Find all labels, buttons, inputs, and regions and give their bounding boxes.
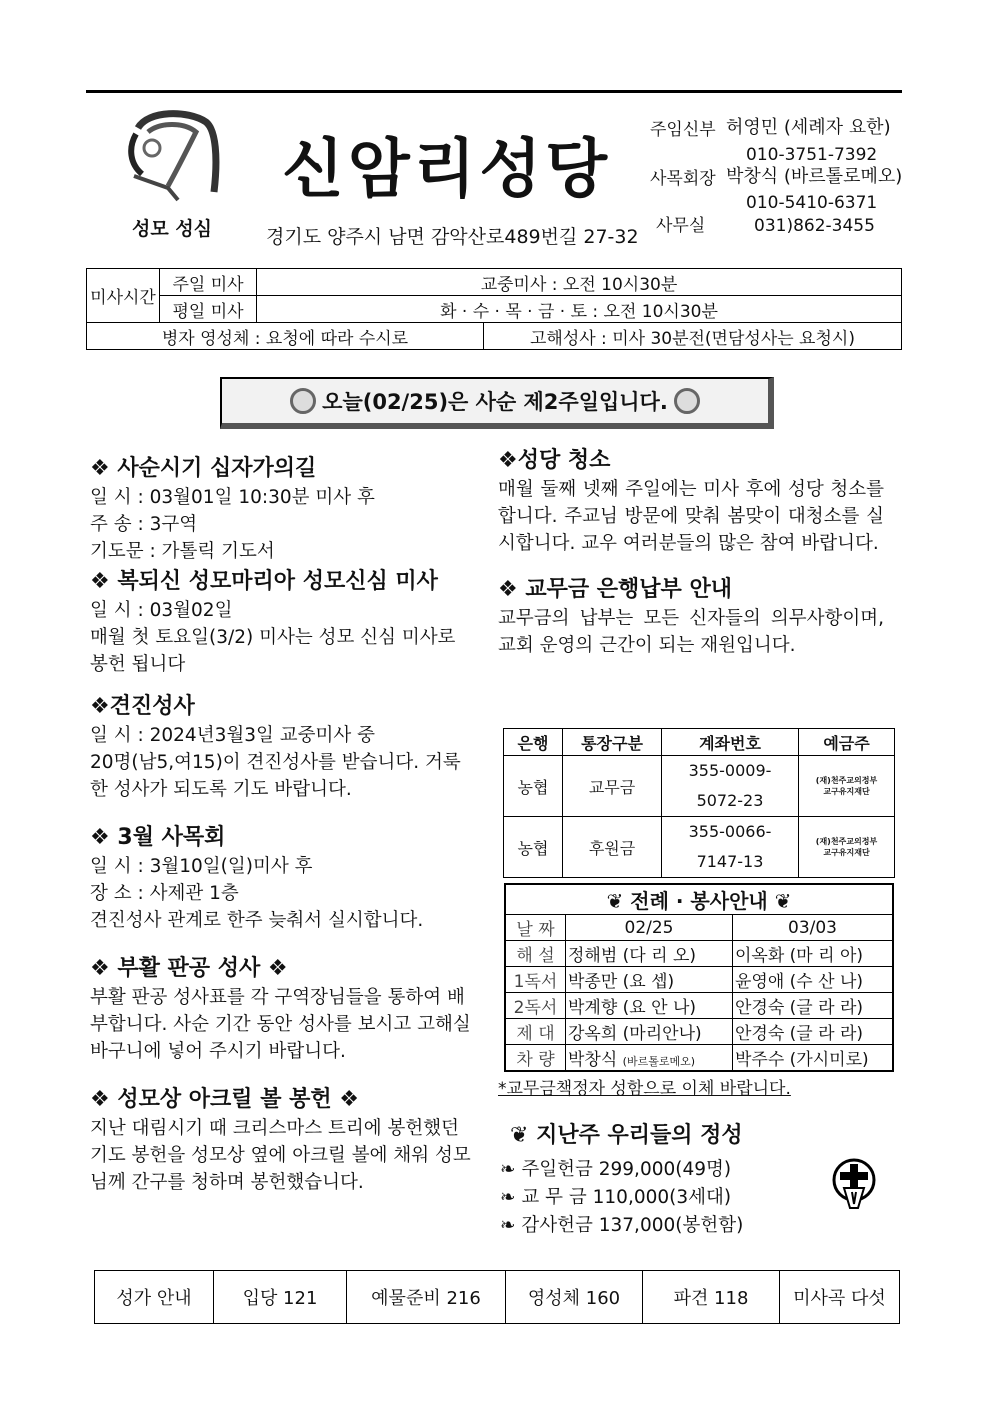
banner-text: 오늘(02/25)은 사순 제2주일입니다. [322, 390, 668, 414]
sunday-mass-value: 교중미사 : 오전 10시30분 [257, 269, 902, 296]
council-phone: 010-5410-6371 [746, 193, 878, 213]
liturgy-minister: 이옥화 (마 리 아) [733, 941, 894, 967]
sick-communion: 병자 영성체 : 요청에 따라 수시로 [87, 323, 484, 350]
office-label: 사무실 [656, 216, 706, 236]
hymn-cell: 성가 안내 [95, 1271, 214, 1324]
medal-icon [290, 388, 316, 414]
cleaning-desc: 매월 둘째 넷째 주일에는 미사 후에 성당 청소를 합니다. 주교님 방문에 맞춰 봄맞이 대청소를 실시합니다. 교우 여러분들의 많은 참여 바랍니다. [498, 479, 884, 554]
liturgy-title: ❦ 전례 · 봉사안내 ❦ [505, 884, 893, 915]
liturgy-minister: 정해범 (다 리 오) [566, 941, 733, 967]
mass-label: 미사시간 [87, 269, 160, 323]
weekday-mass-label: 평일 미사 [160, 296, 257, 323]
offering-sunday: ❧ 주일헌금 299,000(49명) [500, 1159, 732, 1180]
liturgy-minister: 박계향 (요 안 나) [566, 993, 733, 1019]
hymn-cell: 입당 121 [214, 1271, 347, 1324]
hymn-cell: 미사곡 다섯 [780, 1271, 900, 1324]
table-row [505, 1019, 893, 1045]
liturgy-role: 차 량 [505, 1045, 566, 1072]
marian-mass-date: 일 시 : 03월02일 [90, 600, 233, 621]
right-column [498, 446, 884, 659]
liturgy-minister: 박창식 (바르톨로메오) [566, 1045, 733, 1072]
table-row [505, 941, 893, 967]
offering-thanks: ❧ 감사헌금 137,000(봉헌함) [500, 1215, 744, 1236]
pastor-name: 허영민 (세례자 요한) [726, 117, 891, 138]
easter-confession-title: ❖ 부활 판공 성사 ❖ [90, 956, 288, 981]
council-meeting-place: 장 소 : 사제관 1층 [90, 883, 239, 904]
table-row [505, 915, 893, 941]
liturgy-role: 1독서 [505, 967, 566, 993]
pastor-phone: 010-3751-7392 [746, 145, 878, 165]
sunday-mass-label: 주일 미사 [160, 269, 257, 296]
praying-cross-icon [830, 1158, 878, 1210]
bank-header: 예금주 [799, 729, 895, 756]
left-column [90, 454, 476, 1196]
liturgy-date: 03/03 [733, 915, 894, 941]
liturgy-minister: 박주수 (가시미로) [733, 1045, 894, 1072]
liturgy-minister: 강옥희 (마리안나) [566, 1019, 733, 1045]
council-name: 박창식 (바르톨로메오) [726, 166, 903, 187]
logo-caption: 성모 성심 [132, 218, 213, 240]
table-row [504, 756, 895, 817]
account-type: 후원금 [563, 817, 662, 878]
hymn-table [94, 1270, 900, 1324]
bank-header: 계좌번호 [662, 729, 799, 756]
account-number: 355-0009- 5072-23 [662, 756, 799, 817]
table-row [505, 1045, 893, 1072]
council-meeting-date: 일 시 : 3월10일(일)미사 후 [90, 856, 313, 877]
hymn-cell: 파견 118 [643, 1271, 780, 1324]
council-meeting-title: ❖ 3월 사목회 [90, 825, 226, 850]
bank-header: 통장구분 [563, 729, 662, 756]
pastor-label: 주임신부 [650, 120, 716, 140]
stations-date: 일 시 : 03월01일 10:30분 미사 후 [90, 487, 375, 508]
account-type: 교무금 [563, 756, 662, 817]
liturgy-date: 02/25 [566, 915, 733, 941]
liturgy-role: 해 설 [505, 941, 566, 967]
hymn-cell: 영성체 160 [506, 1271, 643, 1324]
bank-name: 농협 [504, 817, 563, 878]
bank-payment-desc: 교무금의 납부는 모든 신자들의 의무사항이며, 교회 운영의 근간이 되는 재원입니다. [498, 608, 884, 656]
offering-title: ❦ 지난주 우리들의 정성 [510, 1123, 743, 1148]
sunday-banner [220, 377, 774, 429]
confirmation-desc: 20명(남5,여15)이 견진성사를 받습니다. 거룩한 성사가 되도록 기도 바랍니다. [90, 752, 461, 800]
marian-mass-desc: 매월 첫 토요일(3/2) 미사는 성모 신심 미사로 봉헌 됩니다 [90, 627, 456, 675]
mass-times-table [86, 268, 902, 350]
easter-confession-desc: 부활 판공 성사표를 각 구역장님들을 통하여 배부합니다. 사순 기간 동안 성사를 보시고 고해실 바구니에 넣어 주시기 바랍니다. [90, 987, 471, 1062]
offering-list [500, 1156, 743, 1240]
transfer-note: *교무금책정자 성함으로 이체 바랍니다. [498, 1079, 791, 1099]
liturgy-minister: 윤영애 (수 산 나) [733, 967, 894, 993]
stations-host: 주 송 : 3구역 [90, 514, 198, 535]
parish-title: 신암리성당 [282, 133, 612, 207]
medal-icon [674, 388, 700, 414]
bank-table [503, 728, 895, 878]
marian-mass-title: ❖ 복되신 성모마리아 성모신심 미사 [90, 569, 438, 594]
cleaning-title: ❖성당 청소 [498, 448, 611, 473]
account-owner: (재)천주교의정부 교구유지재단 [799, 756, 895, 817]
office-phone: 031)862-3455 [754, 216, 875, 236]
table-row [505, 967, 893, 993]
confirmation-title: ❖견진성사 [90, 694, 195, 719]
liturgy-role: 2독서 [505, 993, 566, 1019]
account-number: 355-0066- 7147-13 [662, 817, 799, 878]
bank-name: 농협 [504, 756, 563, 817]
council-label: 사목회장 [650, 169, 716, 189]
confession-info: 고해성사 : 미사 30분전(면담성사는 요청시) [483, 323, 901, 350]
liturgy-role: 제 대 [505, 1019, 566, 1045]
bank-payment-title: ❖ 교무금 은행납부 안내 [498, 577, 732, 602]
acrylic-ball-desc: 지난 대림시기 때 크리스마스 트리에 봉헌했던 기도 봉헌을 성모상 옆에 아크릴 볼에 채워 성모님께 간구를 청하며 봉헌했습니다. [90, 1118, 471, 1193]
acrylic-ball-title: ❖ 성모상 아크릴 볼 봉헌 ❖ [90, 1087, 360, 1112]
stations-prayer: 기도문 : 가톨릭 기도서 [90, 541, 275, 562]
table-row [505, 993, 893, 1019]
top-rule [86, 90, 902, 93]
liturgy-minister: 박종만 (요 셉) [566, 967, 733, 993]
liturgy-minister: 안경숙 (글 라 라) [733, 1019, 894, 1045]
liturgy-minister: 안경숙 (글 라 라) [733, 993, 894, 1019]
offering-dues: ❧ 교 무 금 110,000(3세대) [500, 1187, 732, 1208]
weekday-mass-value: 화 · 수 · 목 · 금 · 토 : 오전 10시30분 [257, 296, 902, 323]
parish-address: 경기도 양주시 남면 감악산로489번길 27-32 [266, 226, 639, 248]
hymn-cell: 예물준비 216 [347, 1271, 506, 1324]
table-row [504, 817, 895, 878]
confirmation-date: 일 시 : 2024년3월3일 교중미사 중 [90, 725, 375, 746]
council-meeting-note: 견진성사 관계로 한주 늦춰서 실시합니다. [90, 910, 424, 931]
account-owner: (재)천주교의정부 교구유지재단 [799, 817, 895, 878]
liturgy-role: 날 짜 [505, 915, 566, 941]
stations-title: ❖ 사순시기 십자가의길 [90, 456, 317, 481]
liturgy-table [504, 883, 894, 1072]
bank-header: 은행 [504, 729, 563, 756]
sacred-heart-logo-icon [118, 108, 228, 204]
